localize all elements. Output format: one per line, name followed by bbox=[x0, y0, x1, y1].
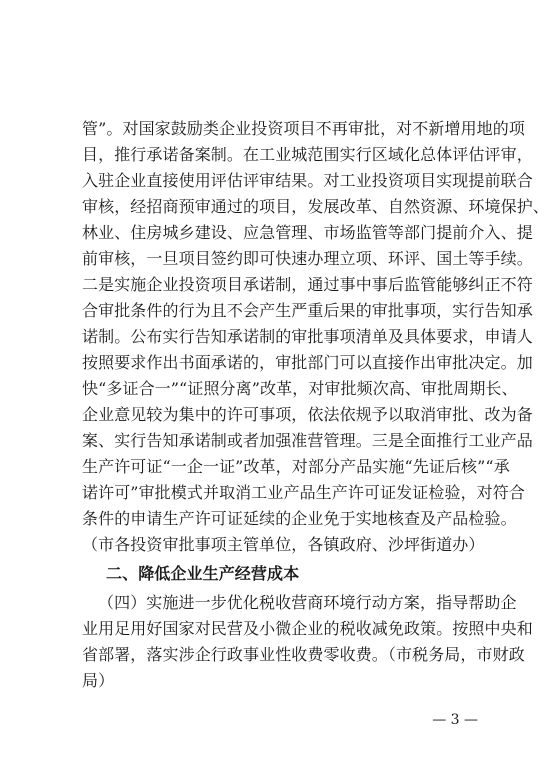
body-line: 审核，经招商预审通过的项目，发展改革、自然资源、环境保护、 bbox=[82, 197, 549, 216]
body-line: 省部署，落实涉企行政事业性收费零收费。（市税务局，市财政 bbox=[82, 645, 525, 664]
body-line: 局） bbox=[82, 671, 115, 690]
body-line: 林业、住房城乡建设、应急管理、市场监管等部门提前介入、提 bbox=[82, 223, 533, 242]
body-line: 案、实行告知承诺制或者加强准营管理。三是全面推行工业产品 bbox=[82, 431, 533, 450]
body-line: 生产许可证“一企一证”改革，对部分产品实施“先证后核”“承 bbox=[82, 457, 510, 476]
body-line: 合审批条件的行为且不会产生严重后果的审批事项，实行告知承 bbox=[82, 301, 533, 320]
body-line: 管”。对国家鼓励类企业投资项目不再审批，对不新增用地的项 bbox=[82, 119, 525, 138]
body-line: 条件的申请生产许可证延续的企业免于实地核查及产品检验。 bbox=[82, 509, 517, 528]
body-line: 企业意见较为集中的许可事项，依法依规予以取消审批、改为备 bbox=[82, 405, 533, 424]
body-line: 目，推行承诺备案制。在工业城范围实行区域化总体评估评审， bbox=[82, 145, 533, 164]
body-line: 诺制。公布实行告知承诺制的审批事项清单及具体要求，申请人 bbox=[82, 327, 533, 346]
body-line: 按照要求作出书面承诺的，审批部门可以直接作出审批决定。加 bbox=[82, 353, 533, 372]
body-line: 业用足用好国家对民营及小微企业的税收减免政策。按照中央和 bbox=[82, 619, 533, 638]
body-line: （四）实施进一步优化税收营商环境行动方案，指导帮助企 bbox=[98, 593, 517, 612]
page-number: — 3 — bbox=[432, 712, 478, 728]
body-line: 快“多证合一”“证照分离”改革，对审批频次高、审批周期长、 bbox=[82, 379, 518, 398]
body-line: 二是实施企业投资项目承诺制，通过事中事后监管能够纠正不符 bbox=[82, 275, 533, 294]
body-line: 诺许可”审批模式并取消工业产品生产许可证发证检验，对符合 bbox=[82, 483, 525, 502]
body-line: 入驻企业直接使用评估评审结果。对工业投资项目实现提前联合 bbox=[82, 171, 533, 190]
body-line: 前审核，一旦项目签约即可快速办理立项、环评、国土等手续。 bbox=[82, 249, 533, 268]
section-heading: 二、降低企业生产经营成本 bbox=[106, 564, 300, 583]
body-line: （市各投资审批事项主管单位，各镇政府、沙坪街道办） bbox=[82, 535, 485, 554]
